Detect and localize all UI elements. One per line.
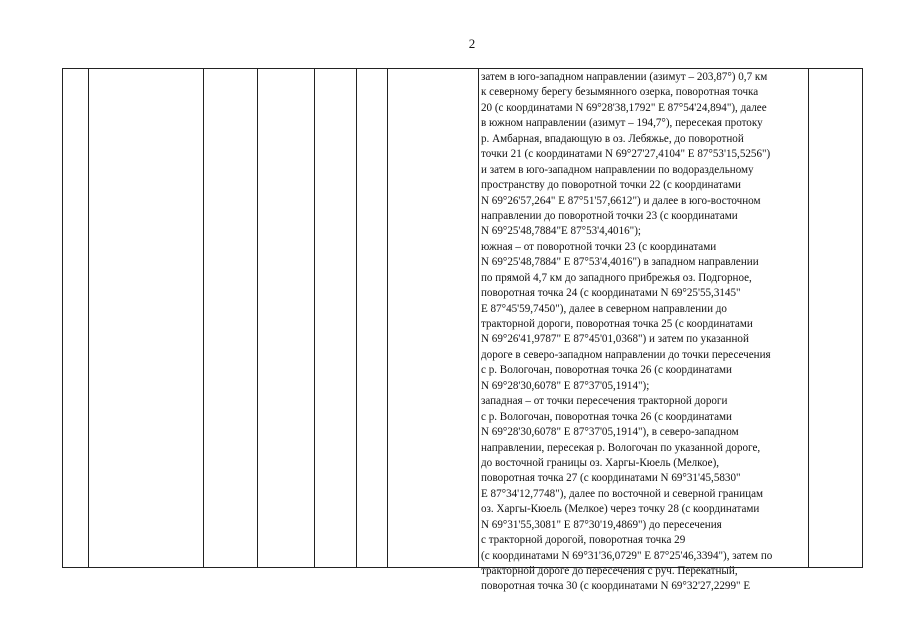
text-line: в южном направлении (азимут – 194,7°), пересекая протоку [481, 117, 763, 130]
text-line: к северному берегу безымянного озерка, поворотная точка [481, 86, 759, 99]
text-line: западная – от точки пересечения тракторной дороги [481, 395, 728, 408]
text-line: N 69°28'30,6078" E 87°37'05,1914"); [481, 379, 650, 392]
text-line: N 69°31'55,3081" E 87°30'19,4869") до пересечения [481, 518, 722, 531]
boundary-description-table [62, 68, 863, 593]
text-line: поворотная точка 24 (с координатами N 69°25'55,3145" [481, 287, 741, 300]
text-line: южная – от поворотной точки 23 (с координатами [481, 240, 717, 253]
text-line: тракторной дороге до пересечения с руч. Перекатный, [481, 565, 738, 577]
text-line: точки 21 (с координатами N 69°27'27,4104" E 87°53'15,5256") [481, 148, 771, 161]
text-line: по прямой 4,7 км до западного прибрежья оз. Подгорное, [481, 271, 752, 284]
text-line: пространству до поворотной точки 22 (с координатами [481, 179, 741, 192]
text-line: N 69°25'48,7884"E 87°53'4,4016"); [481, 225, 641, 238]
text-line: N 69°26'57,264" E 87°51'57,6612") и далее в юго-восточном [481, 194, 761, 207]
text-line: N 69°25'48,7884" E 87°53'4,4016") в западном направлении [481, 256, 759, 269]
text-line: до восточной границы оз. Харгы-Кюель (Мелкое), [481, 456, 720, 469]
text-line: р. Амбарная, впадающую в оз. Лебяжье, до поворотной [481, 132, 744, 145]
text-line: тракторной дороги, поворотная точка 25 (с координатами [481, 318, 753, 330]
column-divider [314, 69, 315, 567]
text-line: поворотная точка 30 (с координатами N 69°32'27,2299" E [481, 580, 751, 593]
text-line: 20 (с координатами N 69°28'38,1792" E 87°54'24,894"), далее [481, 101, 767, 114]
column-divider [257, 69, 258, 567]
text-line: и затем в юго-западном направлении по водораздельному [481, 163, 754, 176]
column-divider [478, 69, 479, 567]
boundary-description-cell [481, 70, 806, 595]
column-divider [88, 69, 89, 567]
text-line: N 69°26'41,9787" E 87°45'01,0368") и затем по указанной [481, 333, 749, 346]
text-line: затем в юго-западном направлении (азимут – 203,87°) 0,7 км [481, 71, 768, 83]
text-line: с р. Вологочан, поворотная точка 26 (с координатами [481, 364, 732, 377]
page-number: 2 [468, 36, 476, 51]
text-line: направлении до поворотной точки 23 (с координатами [481, 209, 738, 222]
column-divider [203, 69, 204, 567]
text-line: N 69°28'30,6078" E 87°37'05,1914"), в северо-западном [481, 426, 739, 439]
column-divider [387, 69, 388, 567]
text-line: с тракторной дорогой, поворотная точка 29 [481, 534, 686, 547]
column-divider [808, 69, 809, 567]
text-line: оз. Харгы-Кюель (Мелкое) через точку 28 (с координатами [481, 503, 760, 516]
text-line: направлении, пересекая р. Вологочан по указанной дороге, [481, 441, 761, 454]
text-line: E 87°45'59,7450"), далее в северном направлении до [481, 302, 727, 315]
text-line: (с координатами N 69°31'36,0729" E 87°25'46,3394"), затем по [481, 549, 773, 562]
column-divider [356, 69, 357, 567]
text-line: дороге в северо-западном направлении до точки пересечения [481, 348, 771, 361]
text-line: E 87°34'12,7748"), далее по восточной и северной границам [481, 487, 764, 500]
text-line: с р. Вологочан, поворотная точка 26 (с координатами [481, 410, 732, 423]
text-line: поворотная точка 27 (с координатами N 69°31'45,5830" [481, 472, 741, 485]
